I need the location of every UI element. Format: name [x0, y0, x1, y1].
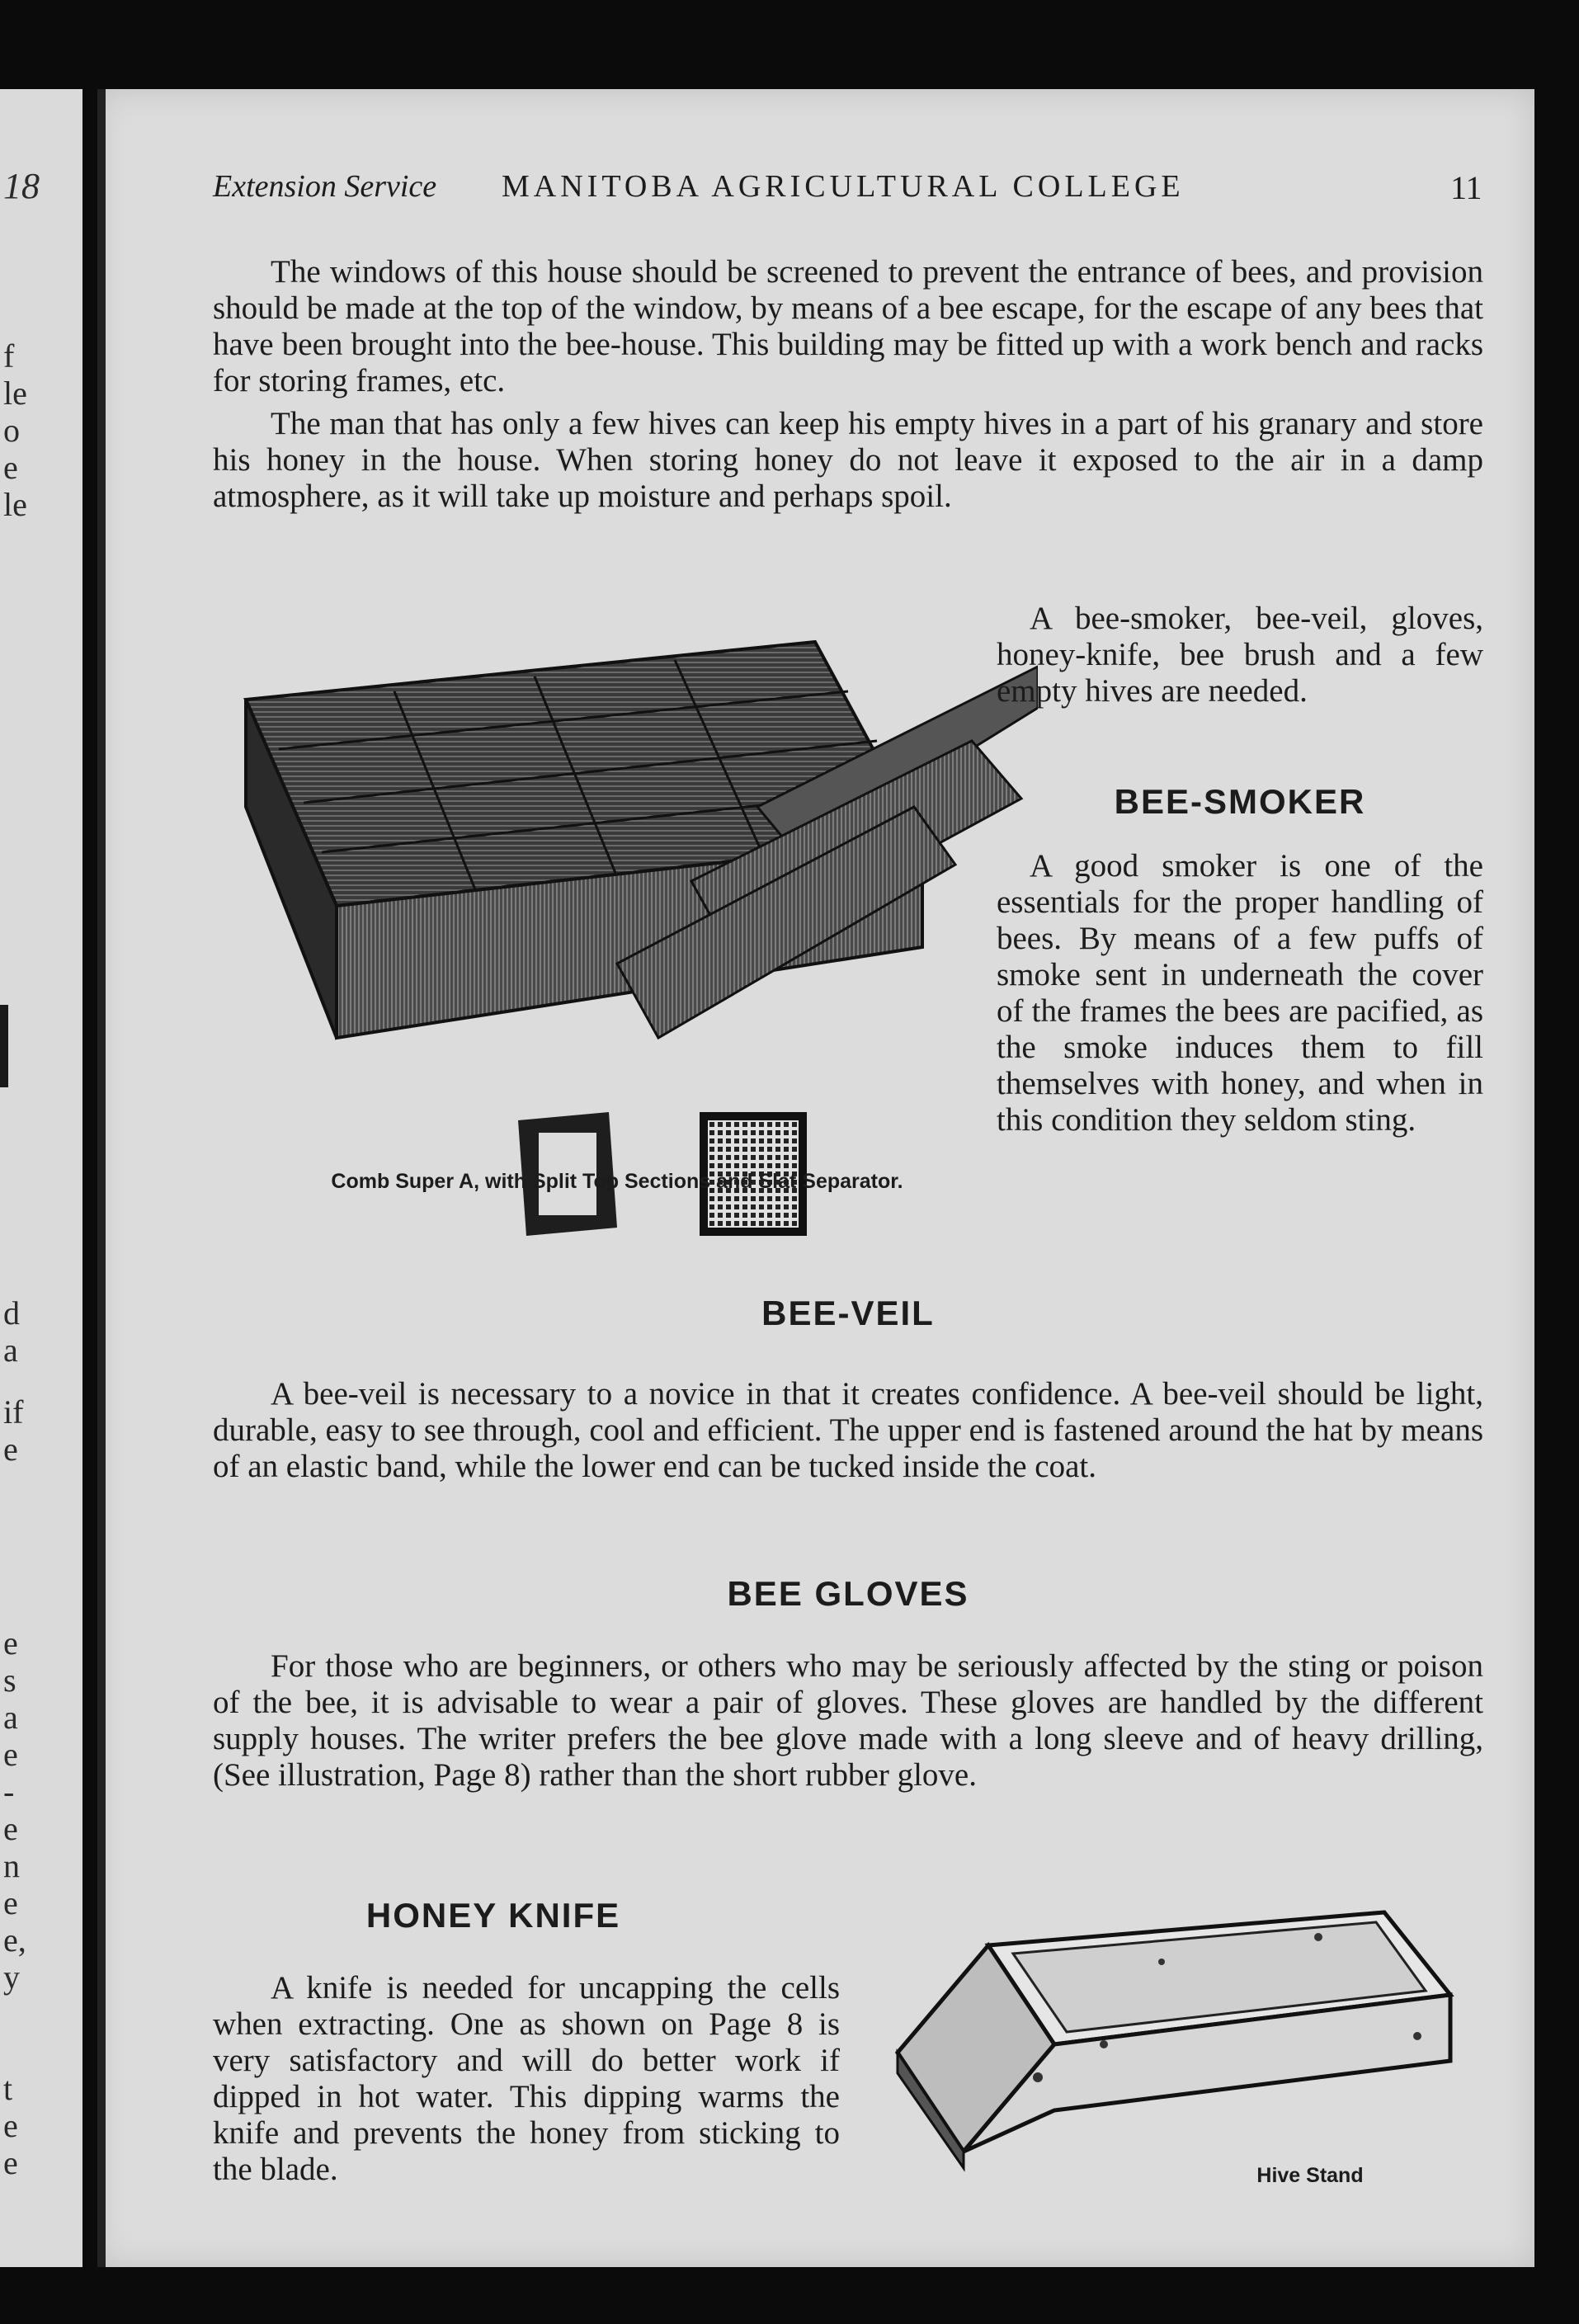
side-note-text: A bee-smoker, bee-veil, gloves, honey-knife, bee brush and a few empty hives are needed.: [997, 601, 1483, 709]
bee-smoker-heading: BEE-SMOKER: [1114, 782, 1366, 821]
left-fragment: e: [3, 1624, 18, 1662]
intro-block: [213, 254, 1483, 515]
honey-knife-text: A knife is needed for uncapping the cells when extracting. One as shown on Page 8 is very satisfactory and will do better work if dipped in hot water. This dipping warms the knife and prevents the honey from sticking to the blade.: [213, 1970, 840, 2187]
bee-veil-text: A bee-veil is necessary to a novice in that it creates confidence. A bee-veil should be light, durable, easy to see through, cool and efficient. The upper end is fastened around the hat by means of an elastic band, while the lower end can be tucked inside the coat.: [213, 1376, 1483, 1484]
left-fragment: a: [3, 1699, 18, 1736]
left-fragment: if: [3, 1393, 24, 1431]
comb-super-figure: [229, 601, 1038, 1261]
bee-smoker-text: A good smoker is one of the essentials for the proper handling of bees. By means of a few puffs of smoke sent in underneath the cover of the frames the bees are pacified, as the smoke induces them to fill themselves with honey, and when in this condition they seldom sting.: [997, 848, 1483, 1138]
left-fragment: e: [3, 2107, 18, 2144]
left-fragment: e: [3, 1810, 18, 1847]
left-page-number: 18: [3, 166, 40, 206]
book-page: [97, 89, 1534, 2267]
left-fragment: y: [3, 1959, 20, 1996]
bee-veil-section: [213, 1376, 1483, 1485]
left-fragment: le: [3, 375, 27, 412]
hive-stand-illustration: [889, 1904, 1500, 2176]
running-header-title: MANITOBA AGRICULTURAL COLLEGE: [502, 169, 1185, 204]
left-fragment: -: [3, 1773, 15, 1810]
left-page-fragment: [0, 89, 82, 2267]
left-fragment: d: [3, 1294, 20, 1332]
left-fragment: le: [3, 486, 27, 523]
page-number: 11: [1450, 169, 1482, 206]
intro-paragraph-2: The man that has only a few hives can keep his empty hives in a part of his granary and store his honey in the house. When storing honey do not leave it exposed to the air in a damp atmosphere, as it will take up moisture and perhaps spoil.: [213, 406, 1483, 514]
bee-smoker-section: [997, 848, 1483, 1138]
comb-super-caption: Comb Super A, with Split Top Sections and Slat Separator.: [331, 1170, 903, 1193]
left-fragment: f: [3, 337, 15, 375]
left-fragment: e,: [3, 1921, 26, 1959]
bee-gloves-section: [213, 1648, 1483, 1794]
intro-paragraph-1: The windows of this house should be screened to prevent the entrance of bees, and provision should be made at the top of the window, by means of a bee escape, for the escape of any bees that have been brought into the bee-house. This building may be fitted up with a work bench and racks for storing frames, etc.: [213, 254, 1483, 398]
left-fragment: e: [3, 449, 18, 486]
left-fragment: e: [3, 1431, 18, 1468]
left-page-edge-mark: [0, 1005, 8, 1087]
bee-gloves-heading: BEE GLOVES: [727, 1574, 969, 1613]
left-fragment: s: [3, 1662, 16, 1699]
honey-knife-heading: HONEY KNIFE: [365, 1896, 621, 1935]
hive-stand-caption: Hive Stand: [1256, 2164, 1364, 2187]
bee-gloves-text: For those who are beginners, or others who may be seriously affected by the sting or poison of the bee, it is advisable to wear a pair of gloves. These gloves are handled by the different supply houses. The writer prefers the bee glove made with a long sleeve and of heavy drilling, (See illustration, Page 8) rather than the short rubber glove.: [213, 1648, 1483, 1793]
honey-knife-section: [213, 1970, 840, 2188]
side-note: [997, 601, 1483, 709]
running-header-left: Extension Service: [213, 169, 437, 204]
left-fragment: e: [3, 1736, 18, 1773]
left-fragment: n: [3, 1847, 20, 1884]
left-fragment: e: [3, 2144, 18, 2181]
left-fragment: o: [3, 412, 20, 449]
bee-veil-heading: BEE-VEIL: [761, 1294, 935, 1332]
comb-super-illustration: [229, 601, 1038, 1195]
hive-stand-figure: [889, 1904, 1500, 2251]
left-fragment: a: [3, 1332, 18, 1369]
left-fragment: e: [3, 1884, 18, 1921]
page-gutter: [97, 89, 106, 2267]
left-fragment: t: [3, 2070, 13, 2107]
